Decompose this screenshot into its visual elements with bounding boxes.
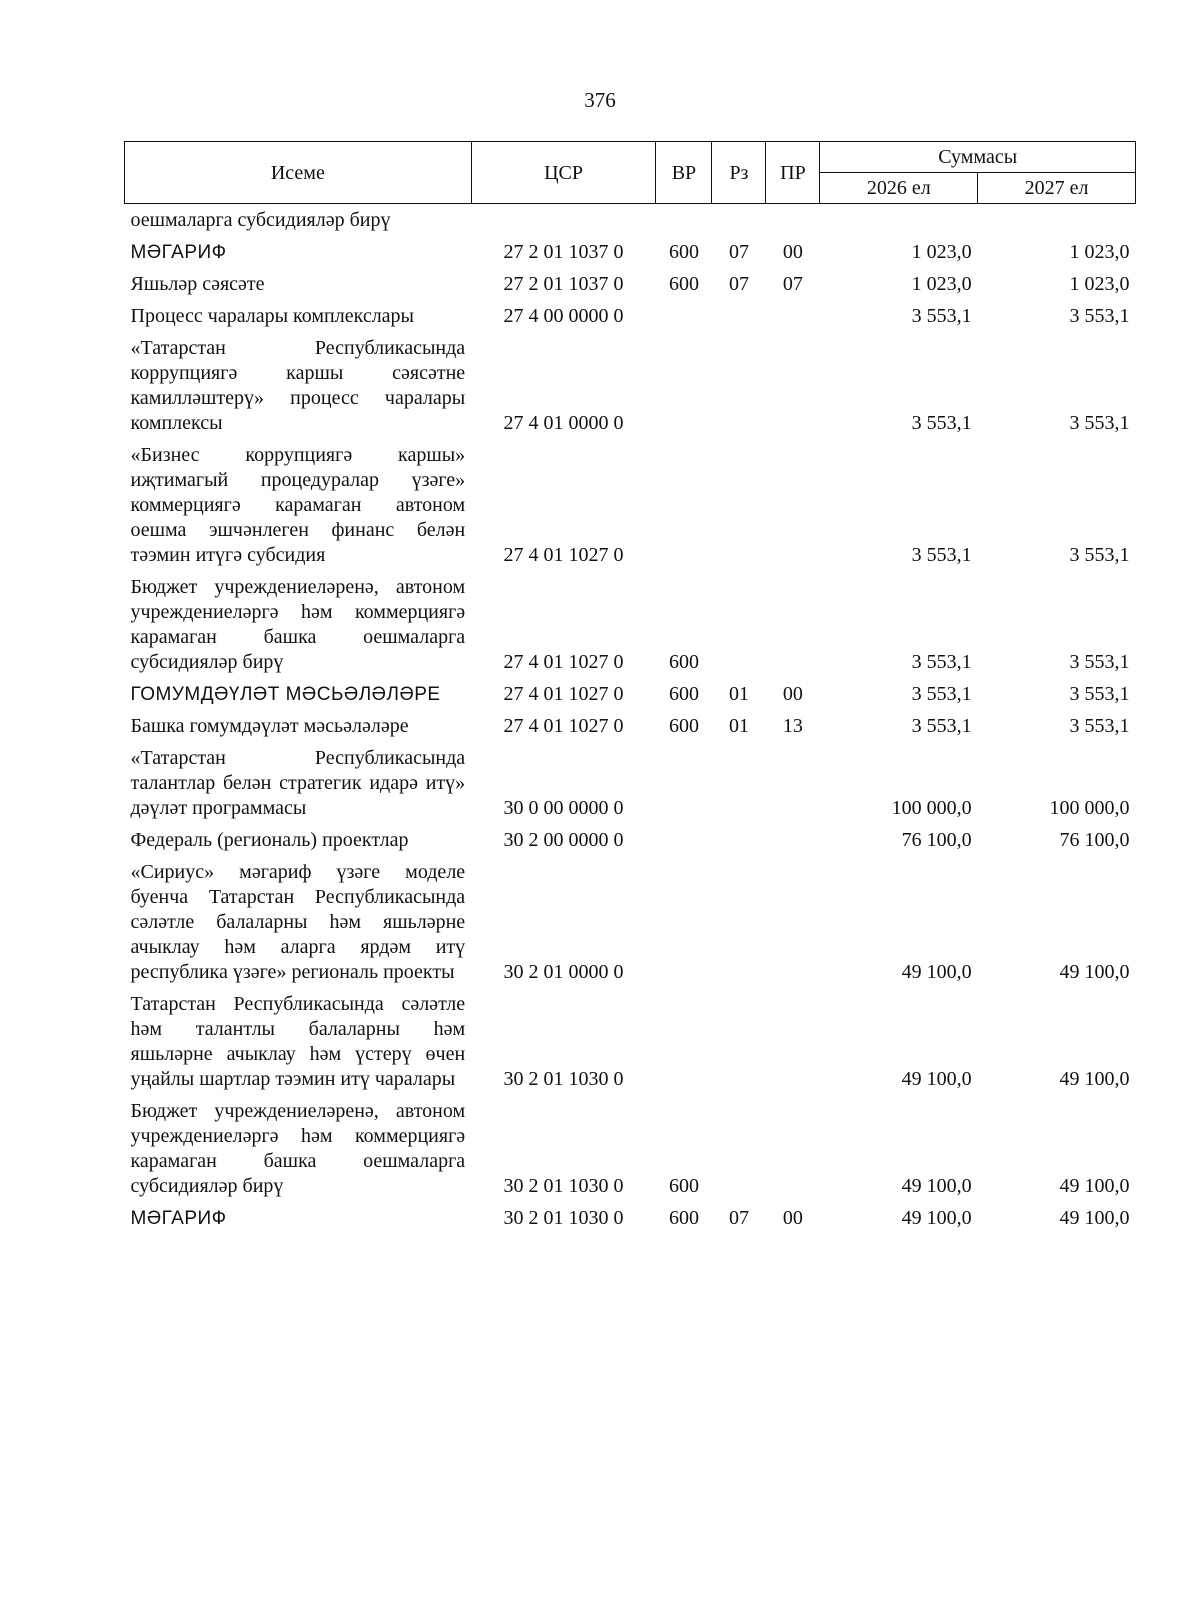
table-row — [125, 332, 1136, 439]
row-name: МӘГАРИФ — [130, 1208, 227, 1229]
row-name: «Бизнес коррупциягә каршы» иҗтимагый процедуралар үзәге» коммерциягә карамаган автоном оешма эшчәнлеген финанс белән тәэмин итүгә субсидия — [130, 444, 466, 566]
row-name: Бюджет учреждениеләренә, автоном учреждениеләргә һәм коммерциягә карамаган башка оешмаларга субсидияләр бирү — [130, 576, 466, 673]
header-year-2027: 2027 ел — [978, 173, 1136, 204]
row-csr: 30 2 01 1030 0 — [503, 1068, 624, 1090]
row-csr — [471, 204, 656, 237]
row-sum-2026: 3 553,1 — [911, 715, 972, 737]
row-csr: 30 2 00 0000 0 — [503, 829, 624, 851]
row-sum-2026: 3 553,1 — [911, 683, 972, 705]
row-csr: 27 4 00 0000 0 — [503, 305, 624, 327]
row-vr — [656, 856, 712, 988]
row-pr — [766, 742, 820, 824]
row-vr: 600 — [668, 683, 699, 705]
row-csr: 30 0 00 0000 0 — [503, 797, 624, 819]
row-vr: 600 — [668, 1175, 699, 1197]
table-row — [125, 742, 1136, 824]
row-rz: 01 — [728, 683, 749, 705]
row-pr — [766, 571, 820, 678]
header-year-2026: 2026 ел — [820, 173, 978, 204]
row-pr — [766, 988, 820, 1095]
row-rz — [712, 742, 766, 824]
row-rz: 07 — [728, 273, 749, 295]
table-row — [125, 268, 1136, 300]
row-vr: 600 — [668, 715, 699, 737]
header-name: Исеме — [125, 142, 472, 204]
header-sums: Суммасы — [820, 142, 1136, 173]
table-header — [125, 142, 1136, 204]
row-name: «Татарстан Республикасында коррупциягә каршы сәясәтне камилләштерү» процесс чаралары комплексы — [130, 337, 466, 434]
row-vr: 600 — [668, 241, 699, 263]
row-name: ГОМУМДӘҮЛӘТ МӘСЬӘЛӘЛӘРЕ — [130, 684, 441, 705]
row-csr: 27 2 01 1037 0 — [503, 273, 624, 295]
table-row — [125, 439, 1136, 571]
row-sum-2026: 49 100,0 — [901, 1207, 972, 1229]
row-rz — [712, 988, 766, 1095]
row-name: Процесс чаралары комплекслары — [130, 305, 414, 327]
table-row — [125, 1095, 1136, 1202]
table-row — [125, 204, 1136, 237]
row-pr — [766, 332, 820, 439]
row-name: «Сириус» мәгариф үзәге моделе буенча Татарстан Республикасында сәләтле балаларны һәм яшьләрне ачыклау һәм аларга ярдәм итү республика үзәге» региональ проекты — [130, 861, 466, 983]
row-sum-2026: 1 023,0 — [911, 241, 972, 263]
row-name: оешмаларга субсидияләр бирү — [130, 209, 391, 231]
budget-table — [124, 141, 1136, 1234]
row-sum-2027: 100 000,0 — [1049, 797, 1130, 819]
row-name: МӘГАРИФ — [130, 242, 227, 263]
row-pr: 00 — [782, 1207, 803, 1229]
row-vr — [656, 300, 712, 332]
row-sum-2026: 49 100,0 — [901, 1068, 972, 1090]
row-sum-2026: 49 100,0 — [901, 1175, 972, 1197]
table-row — [125, 678, 1136, 710]
row-rz — [712, 571, 766, 678]
table-row — [125, 824, 1136, 856]
row-sum-2027: 3 553,1 — [1069, 544, 1130, 566]
row-vr — [656, 332, 712, 439]
table-row — [125, 710, 1136, 742]
row-vr: 600 — [668, 1207, 699, 1229]
header-pr: ПР — [766, 142, 820, 204]
row-vr — [656, 439, 712, 571]
table-row — [125, 300, 1136, 332]
row-sum-2026: 76 100,0 — [901, 829, 972, 851]
row-pr — [766, 824, 820, 856]
row-rz: 07 — [728, 241, 749, 263]
row-sum-2027: 1 023,0 — [1069, 241, 1130, 263]
row-vr: 600 — [668, 651, 699, 673]
row-name: Яшьләр сәясәте — [130, 273, 265, 295]
row-name: «Татарстан Республикасында талантлар белән стратегик идарә итү» дәүләт программасы — [130, 747, 466, 819]
row-rz — [712, 300, 766, 332]
row-sum-2027: 3 553,1 — [1069, 683, 1130, 705]
row-name: Федераль (региональ) проектлар — [130, 829, 409, 851]
row-csr: 27 4 01 1027 0 — [503, 683, 624, 705]
row-pr — [766, 300, 820, 332]
row-sum-2026: 3 553,1 — [911, 412, 972, 434]
row-pr — [766, 856, 820, 988]
row-pr: 13 — [782, 715, 803, 737]
row-rz — [712, 439, 766, 571]
row-pr: 00 — [782, 683, 803, 705]
row-name: Бюджет учреждениеләренә, автоном учреждениеләргә һәм коммерциягә карамаган башка оешмаларга субсидияләр бирү — [130, 1100, 466, 1197]
page-number: 376 — [584, 88, 616, 112]
row-sum-2027: 1 023,0 — [1069, 273, 1130, 295]
table-row — [125, 236, 1136, 268]
row-csr: 27 4 01 1027 0 — [503, 715, 624, 737]
row-pr — [766, 1095, 820, 1202]
table-row — [125, 571, 1136, 678]
row-sum-2027: 49 100,0 — [1059, 1068, 1130, 1090]
row-sum-2027: 3 553,1 — [1069, 715, 1130, 737]
table-row — [125, 1202, 1136, 1234]
row-pr: 00 — [782, 241, 803, 263]
row-vr — [656, 824, 712, 856]
row-csr: 27 2 01 1037 0 — [503, 241, 624, 263]
row-csr: 30 2 01 0000 0 — [503, 961, 624, 983]
row-csr: 27 4 01 0000 0 — [503, 412, 624, 434]
header-vr: ВР — [656, 142, 712, 204]
row-rz — [712, 824, 766, 856]
row-rz — [712, 332, 766, 439]
row-sum-2027: 49 100,0 — [1059, 961, 1130, 983]
row-csr: 30 2 01 1030 0 — [503, 1207, 624, 1229]
row-pr: 07 — [782, 273, 803, 295]
row-sum-2026: 100 000,0 — [891, 797, 972, 819]
row-sum-2026: 49 100,0 — [901, 961, 972, 983]
row-rz — [712, 1095, 766, 1202]
row-name: Башка гомумдәүләт мәсьәләләре — [130, 715, 409, 737]
row-vr — [656, 988, 712, 1095]
row-csr: 27 4 01 1027 0 — [503, 544, 624, 566]
table-row — [125, 856, 1136, 988]
row-vr — [656, 742, 712, 824]
table-row — [125, 988, 1136, 1095]
row-pr — [766, 439, 820, 571]
row-sum-2026: 3 553,1 — [911, 544, 972, 566]
row-rz — [712, 856, 766, 988]
row-pr — [766, 204, 820, 237]
row-sum-2026: 3 553,1 — [911, 305, 972, 327]
row-sum-2027: 3 553,1 — [1069, 651, 1130, 673]
row-csr: 27 4 01 1027 0 — [503, 651, 624, 673]
row-sum-2027: 49 100,0 — [1059, 1175, 1130, 1197]
row-rz: 07 — [728, 1207, 749, 1229]
row-sum-2027 — [978, 204, 1136, 237]
row-sum-2026: 1 023,0 — [911, 273, 972, 295]
row-sum-2027: 3 553,1 — [1069, 305, 1130, 327]
table-body — [125, 204, 1136, 1235]
row-sum-2026 — [820, 204, 978, 237]
row-rz: 01 — [728, 715, 749, 737]
row-vr: 600 — [668, 273, 699, 295]
row-sum-2027: 76 100,0 — [1059, 829, 1130, 851]
row-csr: 30 2 01 1030 0 — [503, 1175, 624, 1197]
row-rz — [712, 204, 766, 237]
row-vr — [656, 204, 712, 237]
row-sum-2027: 49 100,0 — [1059, 1207, 1130, 1229]
row-sum-2026: 3 553,1 — [911, 651, 972, 673]
row-sum-2027: 3 553,1 — [1069, 412, 1130, 434]
row-name: Татарстан Республикасында сәләтле һәм талантлы балаларны һәм яшьләрне ачыклау һәм үстерү өчен уңайлы шартлар тәэмин итү чаралары — [130, 993, 466, 1090]
header-rz: Рз — [712, 142, 766, 204]
header-csr: ЦСР — [471, 142, 656, 204]
